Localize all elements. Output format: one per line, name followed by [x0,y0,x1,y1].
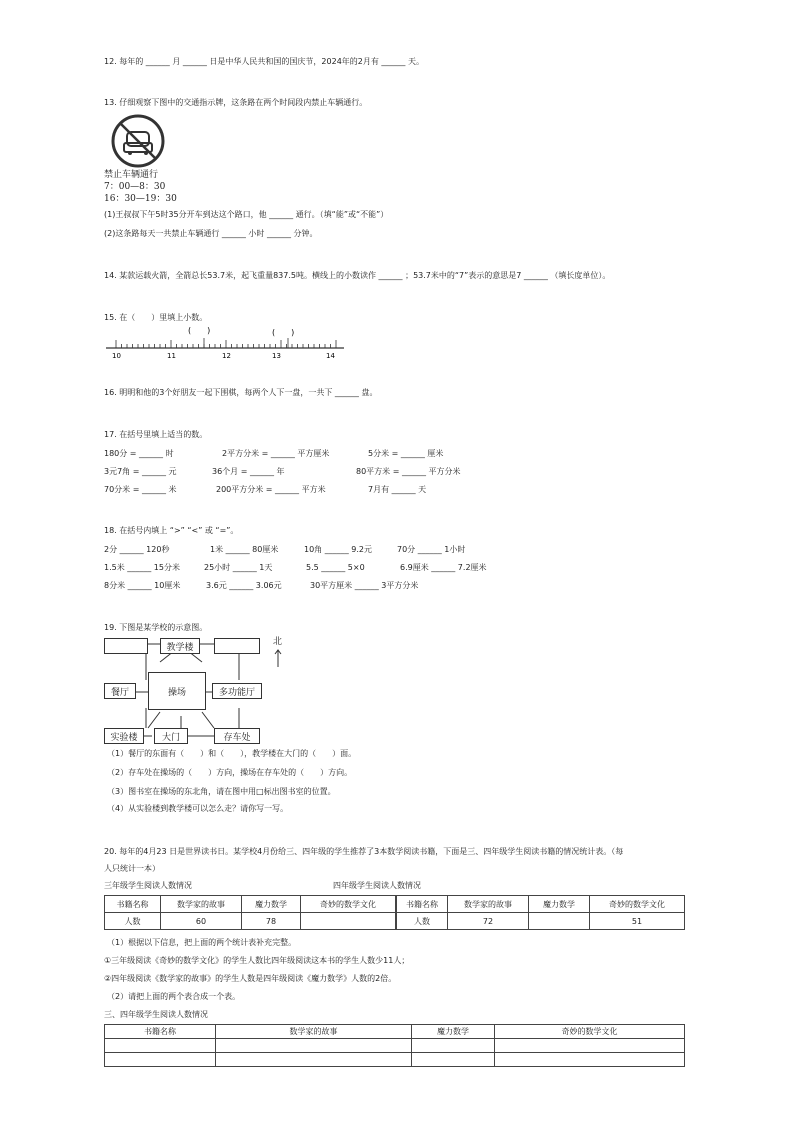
no-vehicle-sign-icon [110,113,166,169]
tick-label-11: 11 [167,352,176,360]
q18-r2c4: 6.9厘米 ______ 7.2厘米 [400,563,487,572]
combined-cell [495,1053,685,1067]
map-playground: 操场 [148,672,206,710]
q18-r1c4: 70分 ______ 1小时 [397,545,466,554]
q18-r1c2: 1米 ______ 80厘米 [210,545,279,554]
g4-value-magic [529,913,590,930]
q19-text: 19. 下图是某学校的示意图。 [104,623,208,632]
g3-header-3: 奇妙的数学文化 [301,896,396,913]
g4-header-3: 奇妙的数学文化 [590,896,685,913]
tick-label-12: 12 [222,352,231,360]
g4-row-label: 人数 [397,913,448,930]
q19-sub3: （3）图书室在操场的东北角，请在图中用□标出图书室的位置。 [107,787,336,796]
q16-text: 16. 明明和他的3个好朋友一起下围棋，每两个人下一盘，一共下 ______ 盘。 [104,388,378,397]
q18-r2c2: 25小时 ______ 1天 [204,563,273,572]
north-arrow-icon [274,648,282,668]
combined-cell [216,1039,412,1053]
map-lab-building: 实验楼 [104,728,144,744]
map-parking: 存车处 [214,728,260,744]
q20-text-line2: 人只统计一本） [104,864,160,873]
g4-value-story: 72 [448,913,529,930]
blank-paren-1: ( ) [188,326,211,335]
blank-paren-2: ( ) [272,328,295,337]
table-row [105,913,396,930]
q18-r3c3: 30平方厘米 ______ 3平方分米 [310,581,419,590]
combined-cell [412,1053,495,1067]
g4-header-0: 书籍名称 [397,896,448,913]
g3-header-2: 魔力数学 [242,896,301,913]
q20-info1: ①三年级阅读《奇妙的数学文化》的学生人数比四年级阅读这本书的学生人数少11人； [104,956,410,965]
sign-caption: 禁止车辆通行 [104,170,159,180]
q18-r1c3: 10角 ______ 9.2元 [304,545,372,554]
q12-text: 12. 每年的 ______ 月 ______ 日是中华人民共和国的国庆节，2024年的2月有 ______ 天。 [104,57,424,66]
q15-text: 15. 在（ ）里填上小数。 [104,313,208,322]
grade4-table [396,895,685,930]
map-box-northeast [214,638,260,654]
north-label: 北 [273,637,283,647]
table-row [105,896,396,913]
q13-sub1: (1)王叔叔下午5时35分开车到达这个路口，他 ______ 通行。（填“能”或“不能”） [104,210,389,219]
table-row [105,1025,685,1039]
map-canteen: 餐厅 [104,683,136,699]
time-slot-1: 7：00—8：30 [104,182,166,192]
q18-r1c1: 2分 ______ 120秒 [104,545,170,554]
tick-label-10: 10 [112,352,121,360]
q17-r3c3: 7月有 ______ 天 [368,485,427,494]
q19-sub1: （1）餐厅的东面有（ ）和（ ），教学楼在大门的（ ）面。 [107,749,357,758]
table-row [105,1039,685,1053]
combined-cell [105,1053,216,1067]
q13-text: 13. 仔细观察下图中的交通指示牌，这条路在两个时间段内禁止车辆通行。 [104,98,368,107]
combined-cell [495,1039,685,1053]
q20-text-line1: 20. 每年的4月23 日是世界读书日。某学校4月份给三、四年级的学生推荐了3本数学阅读书籍，下面是三、四年级学生阅读书籍的情况统计表。（每 [104,847,624,856]
g3-value-magic: 78 [242,913,301,930]
q17-r2c2: 36个月 = ______ 年 [212,467,285,476]
q18-r3c1: 8分米 ______ 10厘米 [104,581,181,590]
map-box-northwest [104,638,148,654]
q17-r1c2: 2平方分米 = ______ 平方厘米 [222,449,330,458]
q13-sub2: (2)这条路每天一共禁止车辆通行 ______ 小时 ______ 分钟。 [104,229,318,238]
tick-label-13: 13 [272,352,281,360]
combined-cell [105,1039,216,1053]
q19-sub4: （4）从实验楼到教学楼可以怎么走？请你写一写。 [107,804,289,813]
table4-title: 四年级学生阅读人数情况 [333,881,421,890]
g4-header-1: 数学家的故事 [448,896,529,913]
q17-r2c3: 80平方米 = ______ 平方分米 [356,467,461,476]
combined-cell [412,1039,495,1053]
map-teaching-building: 教学楼 [160,638,200,654]
g3-row-label: 人数 [105,913,161,930]
q14-text: 14. 某款运载火箭，全箭总长53.7米，起飞重量837.5吨。横线上的小数读作 ______ ；53.7米中的“7”表示的意思是7 ______ （填长度单位）。 [104,271,611,280]
table-row [397,896,685,913]
g3-header-1: 数学家的故事 [161,896,242,913]
q20-sub2: （2）请把上面的两个表合成一个表。 [107,992,241,1001]
q17-r2c1: 3元7角 = ______ 元 [104,467,177,476]
q17-r1c1: 180分 = ______ 时 [104,449,174,458]
map-gate: 大门 [154,728,188,744]
q17-r3c2: 200平方分米 = ______ 平方米 [216,485,326,494]
tick-label-14: 14 [326,352,335,360]
combined-header-0: 书籍名称 [105,1025,216,1039]
table-row [397,913,685,930]
time-slot-2: 16：30—19：30 [104,194,177,204]
q18-r2c1: 1.5米 ______ 15分米 [104,563,180,572]
q17-r3c1: 70分米 = ______ 米 [104,485,177,494]
g4-header-2: 魔力数学 [529,896,590,913]
q19-sub2: （2）存车处在操场的（ ）方向，操场在存车处的（ ）方向。 [107,768,353,777]
q20-sub1: （1）根据以下信息，把上面的两个统计表补充完整。 [107,938,297,947]
q18-r3c2: 3.6元 ______ 3.06元 [206,581,282,590]
map-multi-hall: 多功能厅 [212,683,262,699]
combined-header-2: 魔力数学 [412,1025,495,1039]
q17-text: 17. 在括号里填上适当的数。 [104,430,208,439]
combined-header-1: 数学家的故事 [216,1025,412,1039]
combined-cell [216,1053,412,1067]
q18-r2c3: 5.5 ______ 5×0 [306,563,365,572]
q20-info2: ②四年级阅读《数学家的故事》的学生人数是四年级阅读《魔力数学》人数的2倍。 [104,974,397,983]
g3-value-culture [301,913,396,930]
combined-table [104,1024,685,1067]
combined-header-3: 奇妙的数学文化 [495,1025,685,1039]
grade3-table [104,895,396,930]
g4-value-culture: 51 [590,913,685,930]
g3-header-0: 书籍名称 [105,896,161,913]
number-line [100,322,350,362]
combined-table-title: 三、四年级学生阅读人数情况 [104,1010,208,1019]
q17-r1c3: 5分米 = ______ 厘米 [368,449,444,458]
table-row [105,1053,685,1067]
g3-value-story: 60 [161,913,242,930]
q18-text: 18. 在括号内填上 “>” “<” 或 “=”。 [104,526,239,535]
table3-title: 三年级学生阅读人数情况 [104,881,192,890]
